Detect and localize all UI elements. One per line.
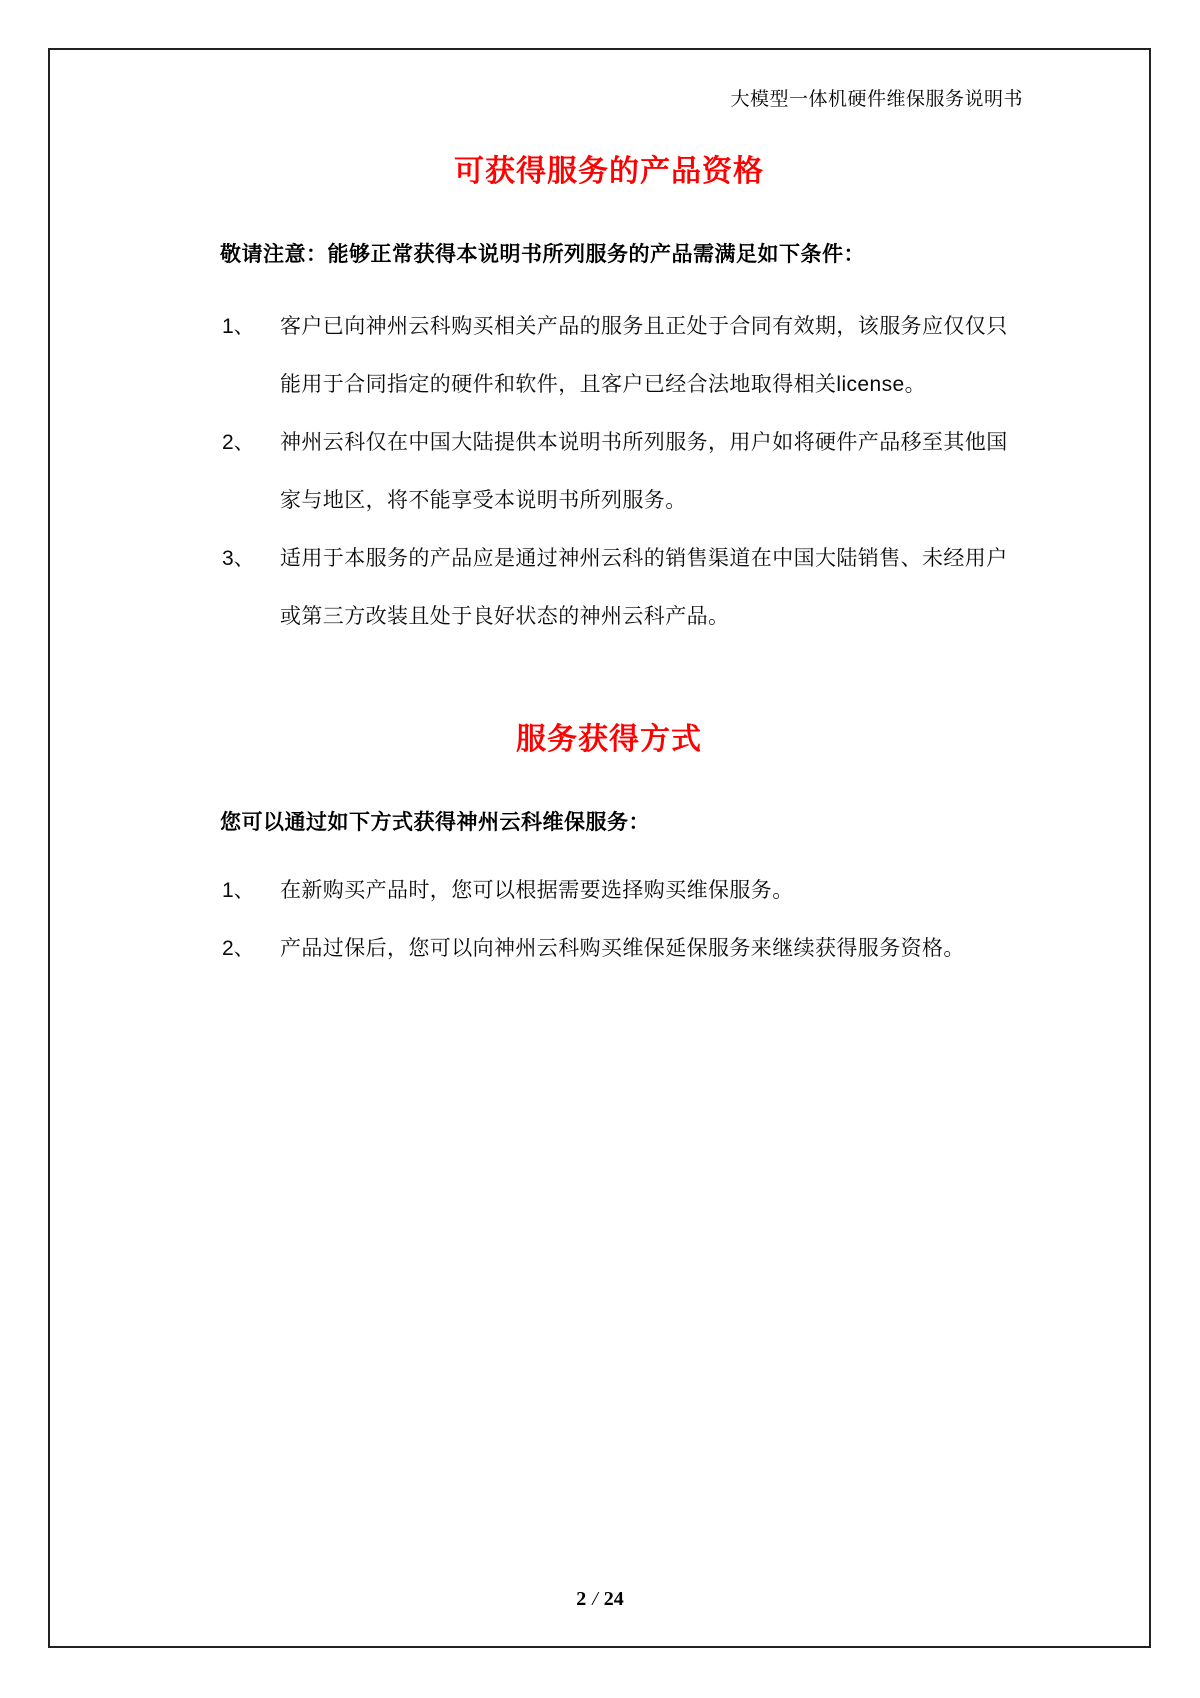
- list-item-line: 或第三方改装且处于良好状态的神州云科产品。: [280, 605, 730, 628]
- list-item-line: 适用于本服务的产品应是通过神州云科的销售渠道在中国大陆销售、未经用户: [280, 547, 1008, 570]
- section-title-product-eligibility: 可获得服务的产品资格: [454, 155, 764, 188]
- list-item-line: 产品过保后，您可以向神州云科购买维保延保服务来继续获得服务资格。: [280, 937, 965, 960]
- list-item-line: 在新购买产品时，您可以根据需要选择购买维保服务。: [280, 879, 794, 902]
- list-item-text: [280, 298, 1082, 414]
- current-page-number: 2: [576, 1588, 587, 1610]
- list-item-line: 神州云科仅在中国大陆提供本说明书所列服务，用户如将硬件产品移至其他国: [280, 431, 1008, 454]
- list-item-marker: 1、: [222, 315, 255, 338]
- list-item-line: 客户已向神州云科购买相关产品的服务且正处于合同有效期，该服务应仅仅只: [280, 315, 1008, 338]
- list-item-marker: 2、: [222, 937, 255, 960]
- page-number-separator: /: [592, 1588, 598, 1610]
- list-item-marker: 3、: [222, 547, 255, 570]
- list-item-marker: 1、: [222, 879, 255, 902]
- section-title-service-acquisition: 服务获得方式: [516, 723, 702, 756]
- section-intro-service-acquisition: 您可以通过如下方式获得神州云科维保服务：: [220, 811, 650, 834]
- list-item: [222, 920, 1082, 978]
- list-item: [222, 862, 1082, 920]
- numbered-list-product-eligibility: [222, 298, 1082, 646]
- page-border-frame: [48, 48, 1151, 1648]
- list-item: [222, 298, 1082, 414]
- section-intro-product-eligibility: 敬请注意：能够正常获得本说明书所列服务的产品需满足如下条件：: [220, 243, 865, 266]
- document-header-title: 大模型一体机硬件维保服务说明书: [730, 89, 1023, 110]
- total-page-count: 24: [603, 1588, 624, 1610]
- page-number-footer: [0, 1588, 1200, 1611]
- list-item-text: [280, 530, 1082, 646]
- list-item-text: [280, 414, 1082, 530]
- list-item: [222, 530, 1082, 646]
- list-item: [222, 414, 1082, 530]
- list-item-line: 家与地区，将不能享受本说明书所列服务。: [280, 489, 687, 512]
- list-item-marker: 2、: [222, 431, 255, 454]
- list-item-text: [280, 862, 1082, 920]
- list-item-text: [280, 920, 1082, 978]
- numbered-list-service-acquisition: [222, 862, 1082, 978]
- list-item-line: 能用于合同指定的硬件和软件，且客户已经合法地取得相关license。: [280, 373, 926, 396]
